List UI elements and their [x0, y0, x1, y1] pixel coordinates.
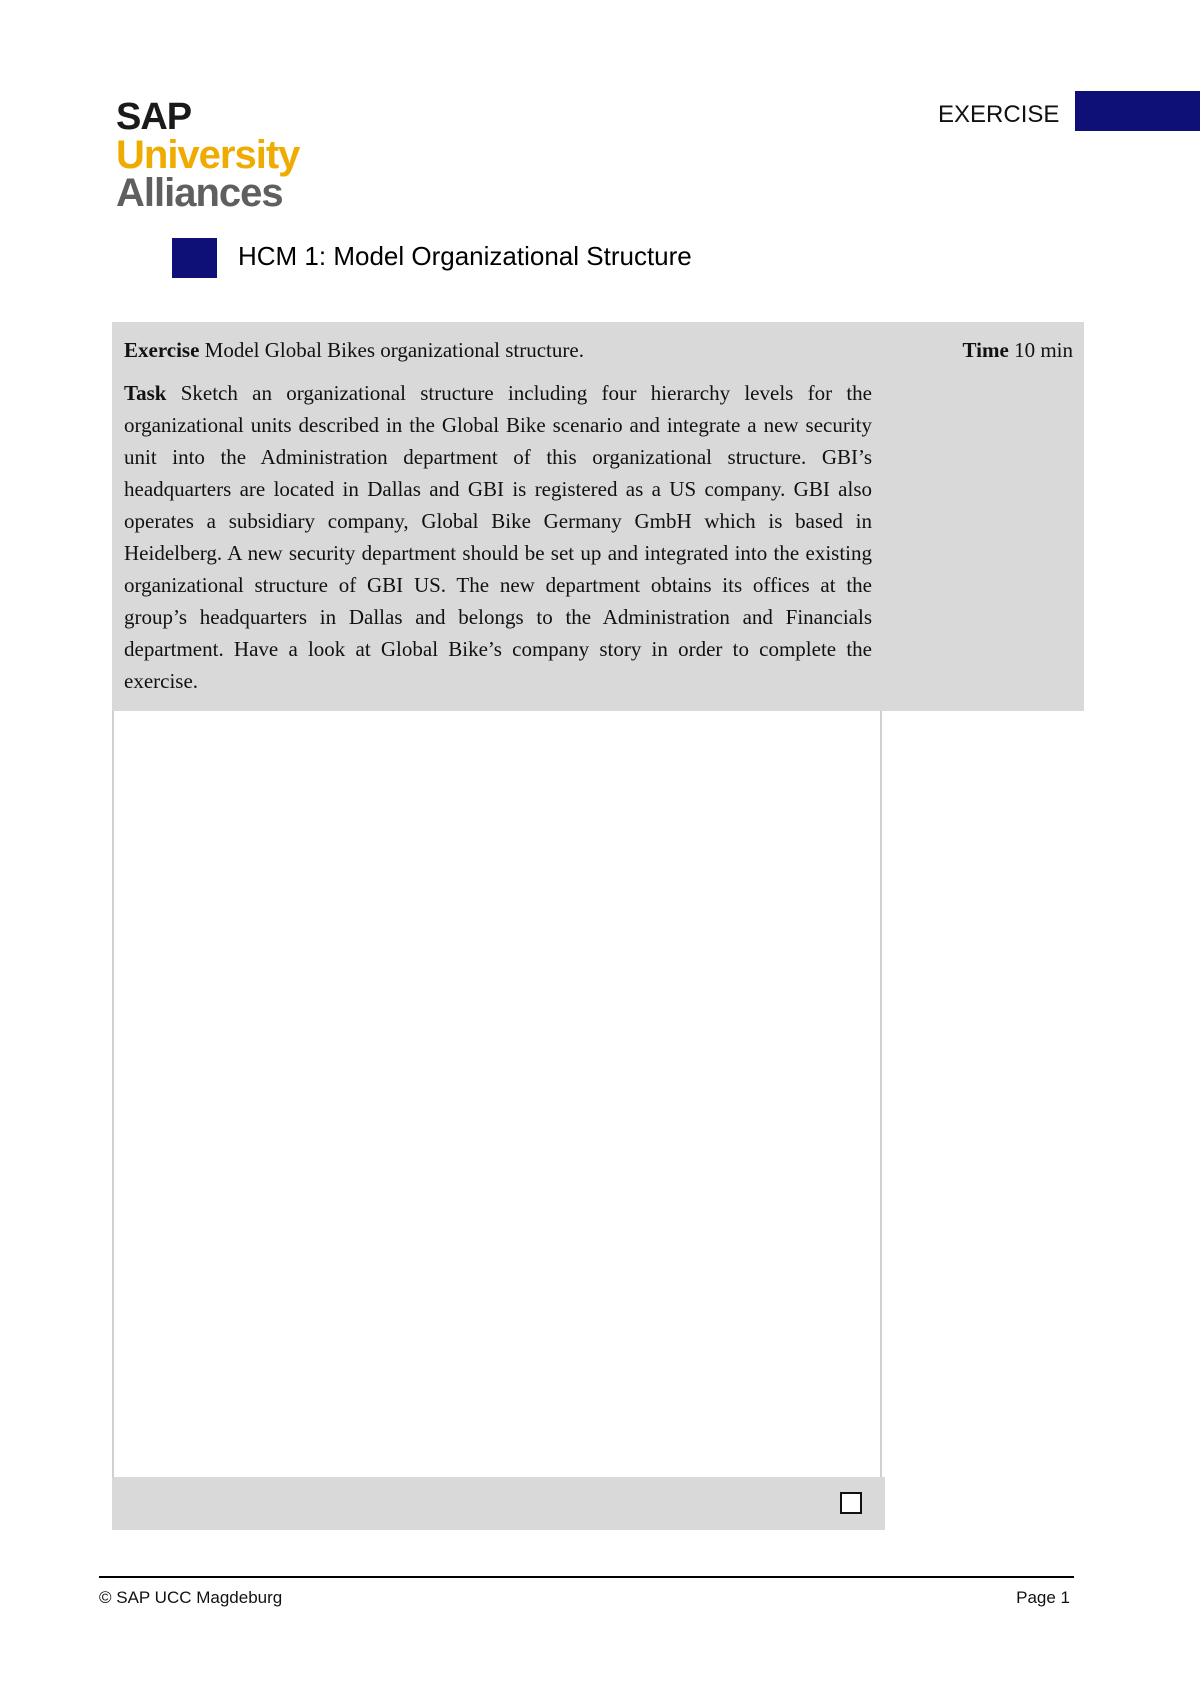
task-label: Task	[124, 381, 167, 405]
time-value: 10 min	[1014, 338, 1073, 362]
task-paragraph	[124, 377, 872, 697]
sketch-area[interactable]	[112, 711, 882, 1477]
task-text: Sketch an organizational structure including four hierarchy levels for the organizational units described in the Global Bike scenario and integrate a new security unit into the Administration department of this organizational structure. GBI’s headquarters are located in Dallas and GBI is registered as a US company. GBI also operates a subsidiary company, Global Bike Germany GmbH which is based in Heidelberg. A new security department should be set up and integrated into the existing organizational structure of GBI US. The new department obtains its offices at the group’s headquarters in Dallas and belongs to the Administration and Financials department. Have a look at Global Bike’s company story in order to complete the exercise.	[124, 381, 872, 693]
logo-line-university: University	[116, 133, 300, 177]
exercise-text: Model Global Bikes organizational structure.	[204, 338, 584, 362]
time-label: Time	[962, 338, 1009, 362]
logo-line-sap: SAP	[116, 96, 192, 138]
footer-page-number: Page 1	[1016, 1588, 1070, 1607]
exercise-line	[124, 334, 872, 366]
logo-line-alliances: Alliances	[116, 171, 283, 215]
time-estimate	[963, 334, 1073, 366]
footer-divider	[99, 1576, 1074, 1578]
sap-university-alliances-logo	[116, 96, 300, 215]
title-marker	[172, 238, 217, 278]
page-title: HCM 1: Model Organizational Structure	[238, 241, 692, 271]
sketch-footer	[112, 1477, 885, 1530]
completion-checkbox[interactable]	[840, 1492, 862, 1514]
footer-copyright: © SAP UCC Magdeburg	[99, 1588, 283, 1607]
exercise-label: Exercise	[124, 338, 200, 362]
document-type-tab	[1075, 91, 1200, 131]
document-type-label: EXERCISE	[938, 101, 1060, 128]
task-description	[124, 334, 872, 697]
